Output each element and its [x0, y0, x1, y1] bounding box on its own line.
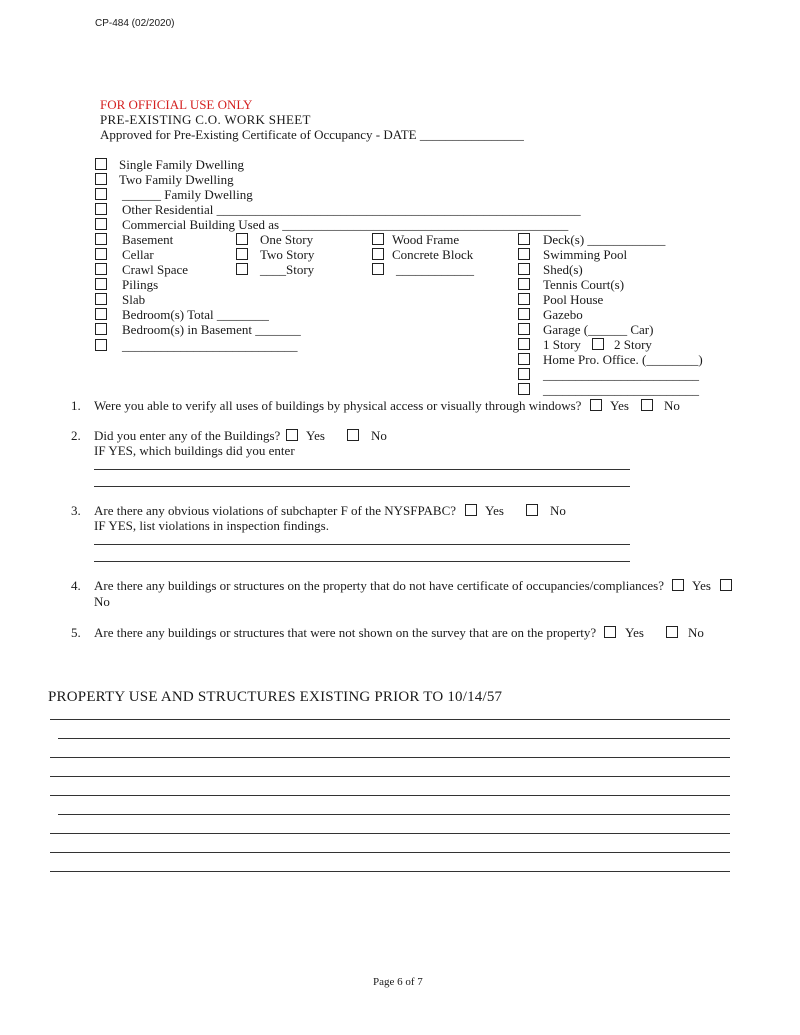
- checkbox-wood-frame[interactable]: [372, 233, 384, 245]
- checkbox-swimming-pool[interactable]: [518, 248, 530, 260]
- checkbox-bedrooms-basement[interactable]: [95, 323, 107, 335]
- q3-followup: IF YES, list violations in inspection findings.: [94, 518, 329, 533]
- q3-number: 3.: [71, 503, 81, 518]
- checkbox-garage[interactable]: [518, 323, 530, 335]
- checkbox-col3-other[interactable]: [372, 263, 384, 275]
- label-sheds: Shed(s): [543, 262, 583, 277]
- label-swimming-pool: Swimming Pool: [543, 247, 628, 262]
- q5-yes-label: Yes: [625, 625, 644, 640]
- property-use-line[interactable]: [58, 814, 730, 815]
- checkbox-two-family[interactable]: [95, 173, 107, 185]
- q3-answer-line-2[interactable]: [94, 561, 630, 562]
- q2-followup: IF YES, which buildings did you enter: [94, 443, 295, 458]
- label-gazebo: Gazebo: [543, 307, 583, 322]
- checkbox-tennis-courts[interactable]: [518, 278, 530, 290]
- property-use-line[interactable]: [50, 757, 730, 758]
- q1-yes-label: Yes: [610, 398, 629, 413]
- label-cellar: Cellar: [122, 247, 154, 262]
- label-basement: Basement: [122, 232, 174, 247]
- approved-date-line: Approved for Pre-Existing Certificate of Occupancy - DATE ________________: [100, 127, 524, 142]
- checkbox-col1-other[interactable]: [95, 339, 107, 351]
- property-use-line[interactable]: [50, 795, 730, 796]
- property-use-title: PROPERTY USE AND STRUCTURES EXISTING PRIOR TO 10/14/57: [48, 689, 503, 705]
- label-n-family: ______ Family Dwelling: [122, 187, 253, 202]
- checkbox-commercial[interactable]: [95, 218, 107, 230]
- checkbox-one-story[interactable]: [236, 233, 248, 245]
- q1-no-label: No: [664, 398, 680, 413]
- checkbox-gazebo[interactable]: [518, 308, 530, 320]
- checkbox-n-story[interactable]: [236, 263, 248, 275]
- label-col4-other-2: ________________________: [543, 382, 699, 397]
- property-use-line[interactable]: [50, 833, 730, 834]
- page-number: Page 6 of 7: [373, 976, 423, 988]
- label-tennis-courts: Tennis Court(s): [543, 277, 625, 292]
- q3-no-label: No: [550, 503, 566, 518]
- checkbox-pilings[interactable]: [95, 278, 107, 290]
- label-one-story: One Story: [260, 232, 314, 247]
- label-commercial: Commercial Building Used as ____________________________________________: [122, 217, 569, 232]
- label-concrete-block: Concrete Block: [392, 247, 474, 262]
- checkbox-slab[interactable]: [95, 293, 107, 305]
- label-decks: Deck(s) ____________: [543, 232, 666, 247]
- q5-text: Are there any buildings or structures that were not shown on the survey that are on the property?: [94, 625, 597, 640]
- q2-yes-label: Yes: [306, 428, 325, 443]
- label-other-residential: Other Residential ________________________________________________________: [122, 202, 581, 217]
- property-use-line[interactable]: [50, 852, 730, 853]
- q2-answer-line-1[interactable]: [94, 469, 630, 470]
- checkbox-bedrooms-total[interactable]: [95, 308, 107, 320]
- q4-yes-checkbox[interactable]: [672, 579, 684, 591]
- property-use-line[interactable]: [50, 871, 730, 872]
- q4-no-checkbox[interactable]: [720, 579, 732, 591]
- checkbox-sheds[interactable]: [518, 263, 530, 275]
- checkbox-cellar[interactable]: [95, 248, 107, 260]
- q2-text: Did you enter any of the Buildings?: [94, 428, 281, 443]
- q1-text: Were you able to verify all uses of buildings by physical access or visually through windows?: [94, 398, 582, 413]
- q2-answer-line-2[interactable]: [94, 486, 630, 487]
- label-col4-other-1: ________________________: [543, 367, 699, 382]
- label-bedrooms-total: Bedroom(s) Total ________: [122, 307, 269, 322]
- label-col3-other: ____________: [396, 262, 474, 277]
- property-use-line[interactable]: [50, 776, 730, 777]
- property-use-line[interactable]: [50, 719, 730, 720]
- checkbox-concrete-block[interactable]: [372, 248, 384, 260]
- q3-yes-checkbox[interactable]: [465, 504, 477, 516]
- label-garage-2-story: 2 Story: [614, 337, 652, 352]
- checkbox-other-residential[interactable]: [95, 203, 107, 215]
- checkbox-n-family[interactable]: [95, 188, 107, 200]
- label-two-story: Two Story: [260, 247, 315, 262]
- q5-yes-checkbox[interactable]: [604, 626, 616, 638]
- form-code: CP-484 (02/2020): [95, 18, 175, 29]
- q4-no-label: No: [94, 594, 110, 609]
- checkbox-col4-other-1[interactable]: [518, 368, 530, 380]
- label-two-family: Two Family Dwelling: [119, 172, 234, 187]
- q2-number: 2.: [71, 428, 81, 443]
- label-col1-other: ___________________________: [122, 338, 298, 353]
- label-crawl-space: Crawl Space: [122, 262, 189, 277]
- q4-text: Are there any buildings or structures on the property that do not have certificate of occupancies/compliances?: [94, 578, 664, 593]
- q5-no-label: No: [688, 625, 704, 640]
- q3-no-checkbox[interactable]: [526, 504, 538, 516]
- q2-no-checkbox[interactable]: [347, 429, 359, 441]
- q5-number: 5.: [71, 625, 81, 640]
- checkbox-col4-other-2[interactable]: [518, 383, 530, 395]
- label-single-family: Single Family Dwelling: [119, 157, 244, 172]
- q2-yes-checkbox[interactable]: [286, 429, 298, 441]
- checkbox-decks[interactable]: [518, 233, 530, 245]
- label-pilings: Pilings: [122, 277, 159, 292]
- q2-no-label: No: [371, 428, 387, 443]
- checkbox-garage-1-story[interactable]: [518, 338, 530, 350]
- worksheet-title: PRE-EXISTING C.O. WORK SHEET: [100, 112, 311, 127]
- label-garage: Garage (______ Car): [543, 322, 654, 337]
- label-wood-frame: Wood Frame: [392, 232, 460, 247]
- label-bedrooms-basement: Bedroom(s) in Basement _______: [122, 322, 301, 337]
- label-slab: Slab: [122, 292, 146, 307]
- checkbox-pool-house[interactable]: [518, 293, 530, 305]
- q4-number: 4.: [71, 578, 81, 593]
- q3-text: Are there any obvious violations of subchapter F of the NYSFPABC?: [94, 503, 457, 518]
- checkbox-single-family[interactable]: [95, 158, 107, 170]
- q1-number: 1.: [71, 398, 81, 413]
- q4-yes-label: Yes: [692, 578, 711, 593]
- checkbox-basement[interactable]: [95, 233, 107, 245]
- official-use-label: FOR OFFICIAL USE ONLY: [100, 97, 253, 112]
- label-n-story: ____Story: [260, 262, 315, 277]
- checkbox-garage-2-story[interactable]: [592, 338, 604, 350]
- q1-no-checkbox[interactable]: [641, 399, 653, 411]
- checkbox-home-office[interactable]: [518, 353, 530, 365]
- checkbox-two-story[interactable]: [236, 248, 248, 260]
- label-home-office: Home Pro. Office. (________): [543, 352, 703, 367]
- checkbox-crawl-space[interactable]: [95, 263, 107, 275]
- property-use-line[interactable]: [58, 738, 730, 739]
- label-pool-house: Pool House: [543, 292, 604, 307]
- q5-no-checkbox[interactable]: [666, 626, 678, 638]
- q3-answer-line-1[interactable]: [94, 544, 630, 545]
- label-garage-1-story: 1 Story: [543, 337, 581, 352]
- q1-yes-checkbox[interactable]: [590, 399, 602, 411]
- q3-yes-label: Yes: [485, 503, 504, 518]
